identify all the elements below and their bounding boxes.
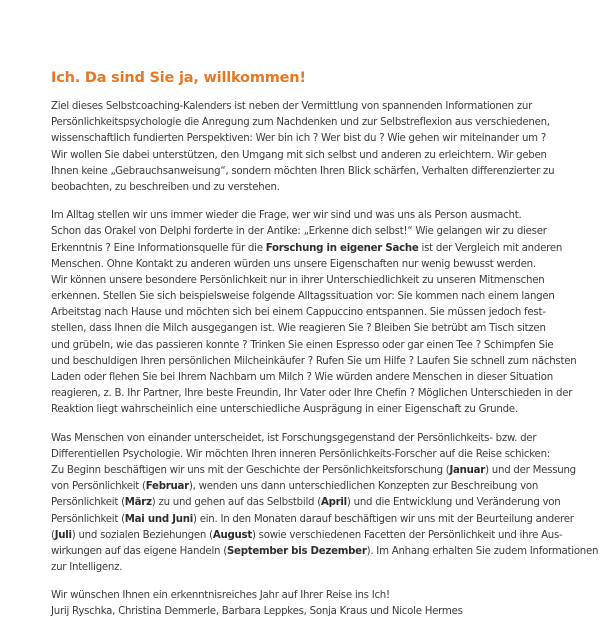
text-line — [51, 495, 561, 511]
text-segment: ist der Vergleich mit anderen — [418, 242, 563, 254]
bold-text: August — [212, 529, 252, 541]
text-segment: Wir wünschen Ihnen ein erkenntnisreiches Jahr auf Ihrer Reise ins Ich! — [51, 590, 390, 602]
text-line — [51, 289, 561, 305]
text-line — [51, 402, 561, 418]
text-line — [51, 604, 561, 620]
paragraph-gap — [51, 576, 561, 588]
text-segment: und beschuldigen Ihren persönlichen Milcheinkäufer ? Rufen Sie um Hilfe ? Laufen Sie schnell zum nächsten — [51, 355, 577, 367]
text-segment: reagieren, z. B. Ihr Partner, Ihre beste Freundin, Ihr Vater oder Ihre Chefin ? Möglichen Unterschieden in der — [51, 388, 573, 400]
text-segment: Laden oder flehen Sie bei Ihrem Nachbarn um Milch ? Wie würden andere Menschen in dieser Situation — [51, 372, 553, 383]
text-line — [51, 148, 561, 164]
page-title: Ich. Da sind Sie ja, willkommen! — [51, 70, 306, 86]
text-line — [51, 512, 574, 528]
bold-text: September bis Dezember — [226, 545, 367, 557]
text-line — [51, 370, 561, 386]
paragraph — [51, 99, 561, 196]
text-segment: zur Intelligenz. — [51, 562, 123, 574]
text-segment: Erkenntnis ? Eine Informationsquelle für die — [51, 242, 266, 254]
text-segment: Arbeitstag nach Hause und möchten sich bei einem Cappuccino entspannen. Sie müssen jedoch fest- — [51, 307, 546, 319]
text-segment: Menschen. Ohne Kontakt zu anderen würden uns unsere Eigenschaften nur wenig bewusst werden. — [51, 258, 536, 270]
text-line — [51, 257, 561, 273]
text-segment: Ihnen keine „Gebrauchsanweisung“, sondern möchten Ihren Blick schärfen, Verhalten differenzierter zu — [51, 165, 555, 177]
text-line — [51, 386, 573, 402]
text-segment: Zu Beginn beschäftigen wir uns mit der Geschichte der Persönlichkeitsforschung ( — [51, 464, 450, 476]
text-line — [51, 588, 561, 604]
text-segment: erkennen. Stellen Sie sich beispielsweise folgende Alltagssituation vor: Sie kommen nach einem langen — [51, 291, 555, 303]
paragraph — [51, 588, 561, 620]
body-text — [51, 99, 599, 621]
bold-text: April — [320, 497, 347, 509]
text-segment: Persönlichkeit ( — [51, 513, 125, 525]
text-line — [51, 560, 561, 576]
text-segment: wissenschaftlich fundierten Perspektiven: Wer bin ich ? Wer bist du ? Wie gehen wir miteinander um ? — [51, 133, 546, 145]
bold-text: März — [124, 497, 152, 509]
text-segment: ) und sozialen Beziehungen ( — [71, 529, 213, 541]
text-segment: ). Im Anhang erhalten Sie zudem Informationen — [366, 545, 599, 557]
text-line — [51, 164, 561, 180]
text-line — [51, 544, 599, 560]
text-segment: Jurij Ryschka, Christina Demmerle, Barbara Leppkes, Sonja Kraus und Nicole Hermes — [51, 606, 463, 618]
paragraph-gap — [51, 419, 561, 431]
text-segment: ) ein. In den Monaten darauf beschäftigen wir uns mit der Beurteilung anderer — [192, 513, 574, 525]
paragraph — [51, 208, 577, 418]
text-line — [51, 338, 561, 354]
text-segment: Schon das Orakel von Delphi forderte in der Antike: „Erkenne dich selbst!“ Wie gelangen wir zu dieser — [51, 226, 547, 238]
text-line — [51, 241, 561, 257]
text-line — [51, 305, 561, 321]
text-line — [51, 273, 561, 289]
text-segment: Wir können unsere besondere Persönlichkeit nur in ihrer Unterschiedlichkeit zu unseren Mitmenschen — [51, 274, 545, 286]
bold-text: Februar — [145, 481, 189, 493]
text-line — [51, 463, 576, 479]
text-line — [51, 99, 561, 115]
text-line — [51, 224, 561, 240]
bold-text: Mai und Juni — [124, 513, 193, 525]
text-segment: Was Menschen von einander unterscheidet, ist Forschungsgegenstand der Persönlichkeits- bzw. der — [51, 432, 537, 444]
text-segment: von Persönlichkeit ( — [51, 481, 146, 493]
text-segment: stellen, dass Ihnen die Milch ausgegangen ist. Wie reagieren Sie ? Bleiben Sie betrübt am Tisch sitzen — [51, 323, 546, 335]
text-segment: Im Alltag stellen wir uns immer wieder die Frage, wer wir sind und was uns als Person ausmacht. — [51, 210, 522, 222]
text-segment: ), wenden uns dann unterschiedlichen Konzepten zur Beschreibung von — [188, 481, 539, 493]
text-segment: ) sowie verschiedenen Facetten der Persönlichkeit und ihre Aus- — [251, 529, 563, 541]
text-line — [51, 447, 561, 463]
text-segment: und grübeln, wie das passieren konnte ? Trinken Sie einen Espresso oder gar einen Tee ? Schimpfen Sie — [51, 339, 554, 351]
text-segment: ( — [51, 529, 55, 541]
text-segment: Persönlichkeit ( — [51, 497, 125, 509]
bold-text: Juli — [54, 529, 72, 541]
paragraph-gap — [51, 196, 561, 208]
text-line — [51, 208, 561, 224]
paragraph — [51, 431, 599, 577]
text-line — [51, 354, 577, 370]
bold-text: Januar — [449, 464, 486, 476]
text-segment: Wir wollen Sie dabei unterstützen, den Umgang mit sich selbst und anderen zu erleichtern. Wir geben — [51, 149, 547, 161]
text-line — [51, 131, 561, 147]
text-segment: ) zu und gehen auf das Selbstbild ( — [151, 497, 321, 509]
text-line — [51, 528, 561, 544]
text-segment: Persönlichkeitspsychologie die Anregung zum Nachdenken und zur Selbstreflexion aus verschiedenen, — [51, 117, 550, 129]
text-segment: ) und die Entwicklung und Veränderung von — [346, 497, 561, 509]
text-line — [51, 479, 561, 495]
text-segment: Differentiellen Psychologie. Wir möchten Ihren inneren Persönlichkeits-Forscher auf die Reise schicken: — [51, 448, 550, 460]
text-line — [51, 180, 561, 196]
bold-text: Forschung in eigener Sache — [265, 242, 419, 254]
text-line — [51, 321, 561, 337]
text-segment: beobachten, zu beschreiben und zu verstehen. — [51, 181, 280, 193]
text-segment: Reaktion liegt wahrscheinlich eine unterschiedliche Ausprägung in einer Eigenschaft zu Grunde. — [51, 404, 518, 416]
text-segment: ) und der Messung — [485, 464, 576, 476]
text-line — [51, 115, 561, 131]
text-segment: wirkungen auf das eigene Handeln ( — [51, 545, 227, 557]
text-line — [51, 431, 561, 447]
text-segment: Ziel dieses Selbstcoaching-Kalenders ist neben der Vermittlung von spannenden Informationen zur — [51, 101, 533, 112]
